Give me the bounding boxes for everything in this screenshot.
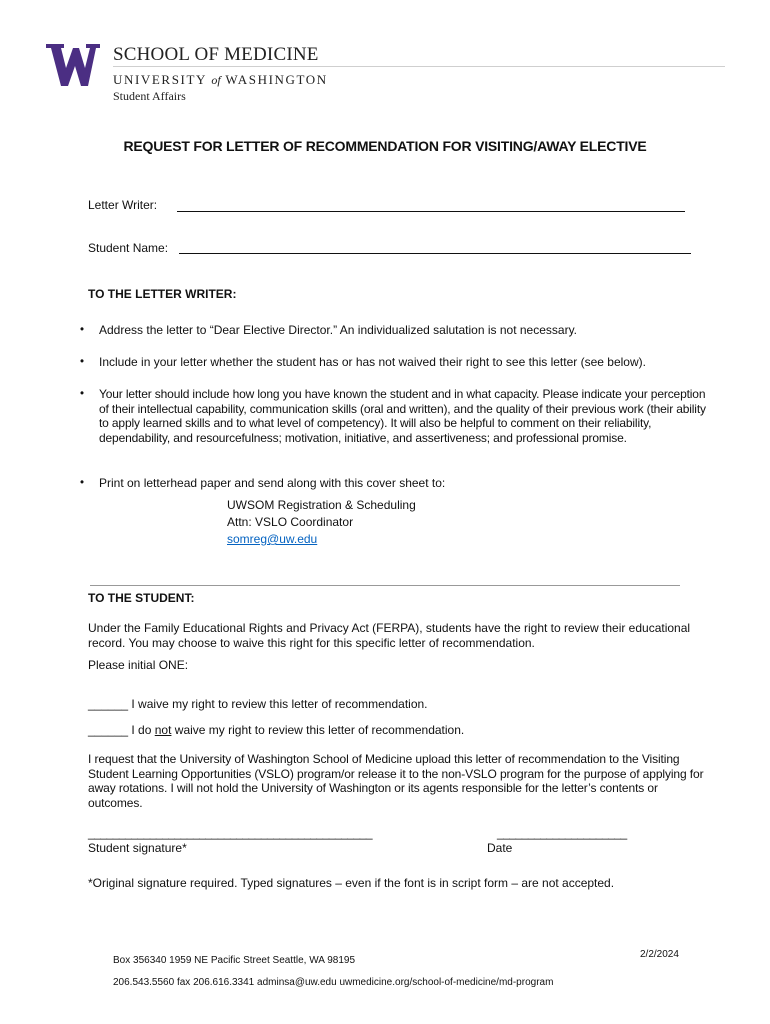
waive-option[interactable] <box>88 697 708 712</box>
address-line-1: UWSOM Registration & Scheduling <box>227 498 416 512</box>
date-label: Date <box>487 841 513 855</box>
student-heading: TO THE STUDENT: <box>88 591 195 605</box>
student-name-label: Student Name: <box>88 241 169 255</box>
department-name: Student Affairs <box>113 89 186 103</box>
bullet-item: Your letter should include how long you have known the student and in what capacity. Please indicate your perception of their intellectual capability, communication skills (oral and written), and the quality of their previous work (their ability to apply learned skills and to what level of competency). It will also be helpful to comment on their reliability, dependability, and resourcefulness; motivation, initiative, and assertiveness; and professional promise. <box>99 387 706 445</box>
mailing-address <box>227 497 416 548</box>
signature-note: *Original signature required. Typed signatures – even if the font is in script form – are not accepted. <box>88 876 615 890</box>
bullet-dot: • <box>80 356 85 368</box>
letter-writer-field[interactable] <box>177 211 685 212</box>
waive-text: I waive my right to review this letter of recommendation. <box>131 697 428 711</box>
initial-blank[interactable]: ______ <box>88 697 129 711</box>
not-emphasis: not <box>154 723 172 737</box>
bullet-item: Print on letterhead paper and send along with this cover sheet to: <box>99 476 446 490</box>
university-name: UNIVERSITY of WASHINGTON <box>113 72 328 87</box>
signature-line[interactable]: ______________________________________________ <box>88 826 372 840</box>
date-line[interactable]: _____________________ <box>497 826 627 840</box>
request-text: I request that the University of Washington School of Medicine upload this letter of recommendation to the Visiting Student Learning Opportunities (VSLO) program/or release it to the non-VSLO program for the purpose of applying for away rotations. I will not hold the University of Washington or its agents responsible for the letter’s contents or outcomes. <box>88 752 704 810</box>
not-waive-text-post: waive my right to review this letter of recommendation. <box>174 723 465 737</box>
bullet-item: Address the letter to “Dear Elective Director.” An individualized salutation is not necessary. <box>99 323 578 337</box>
initial-prompt: Please initial ONE: <box>88 658 189 672</box>
header-rule <box>113 66 725 67</box>
signature-label: Student signature* <box>88 841 187 855</box>
bullet-dot: • <box>80 477 85 489</box>
school-name: SCHOOL OF MEDICINE <box>113 44 319 65</box>
student-name-field[interactable] <box>179 253 691 254</box>
bullet-dot: • <box>80 324 85 336</box>
bullet-item: Include in your letter whether the student has or has not waived their right to see this letter (see below). <box>99 355 646 369</box>
footer-address: Box 356340 1959 NE Pacific Street Seattle, WA 98195 <box>113 955 356 966</box>
letter-writer-label: Letter Writer: <box>88 198 158 212</box>
not-waive-option[interactable] <box>88 723 708 738</box>
page-title: REQUEST FOR LETTER OF RECOMMENDATION FOR VISITING/AWAY ELECTIVE <box>123 138 647 154</box>
footer-date: 2/2/2024 <box>640 949 679 960</box>
letter-writer-heading: TO THE LETTER WRITER: <box>88 287 237 301</box>
section-divider <box>90 585 680 586</box>
email-link[interactable]: somreg@uw.edu <box>227 532 318 546</box>
bullet-dot: • <box>80 388 85 400</box>
footer-contact: 206.543.5560 fax 206.616.3341 adminsa@uw.edu uwmedicine.org/school-of-medicine/md-program <box>113 977 554 988</box>
not-waive-text-pre: I do <box>131 723 152 737</box>
initial-blank[interactable]: ______ <box>88 723 129 737</box>
address-line-2: Attn: VSLO Coordinator <box>227 515 354 529</box>
ferpa-text: Under the Family Educational Rights and Privacy Act (FERPA), students have the right to review their educational record. You may choose to waive this right for this specific letter of recommendation. <box>88 621 691 650</box>
uw-w-logo <box>46 44 100 86</box>
